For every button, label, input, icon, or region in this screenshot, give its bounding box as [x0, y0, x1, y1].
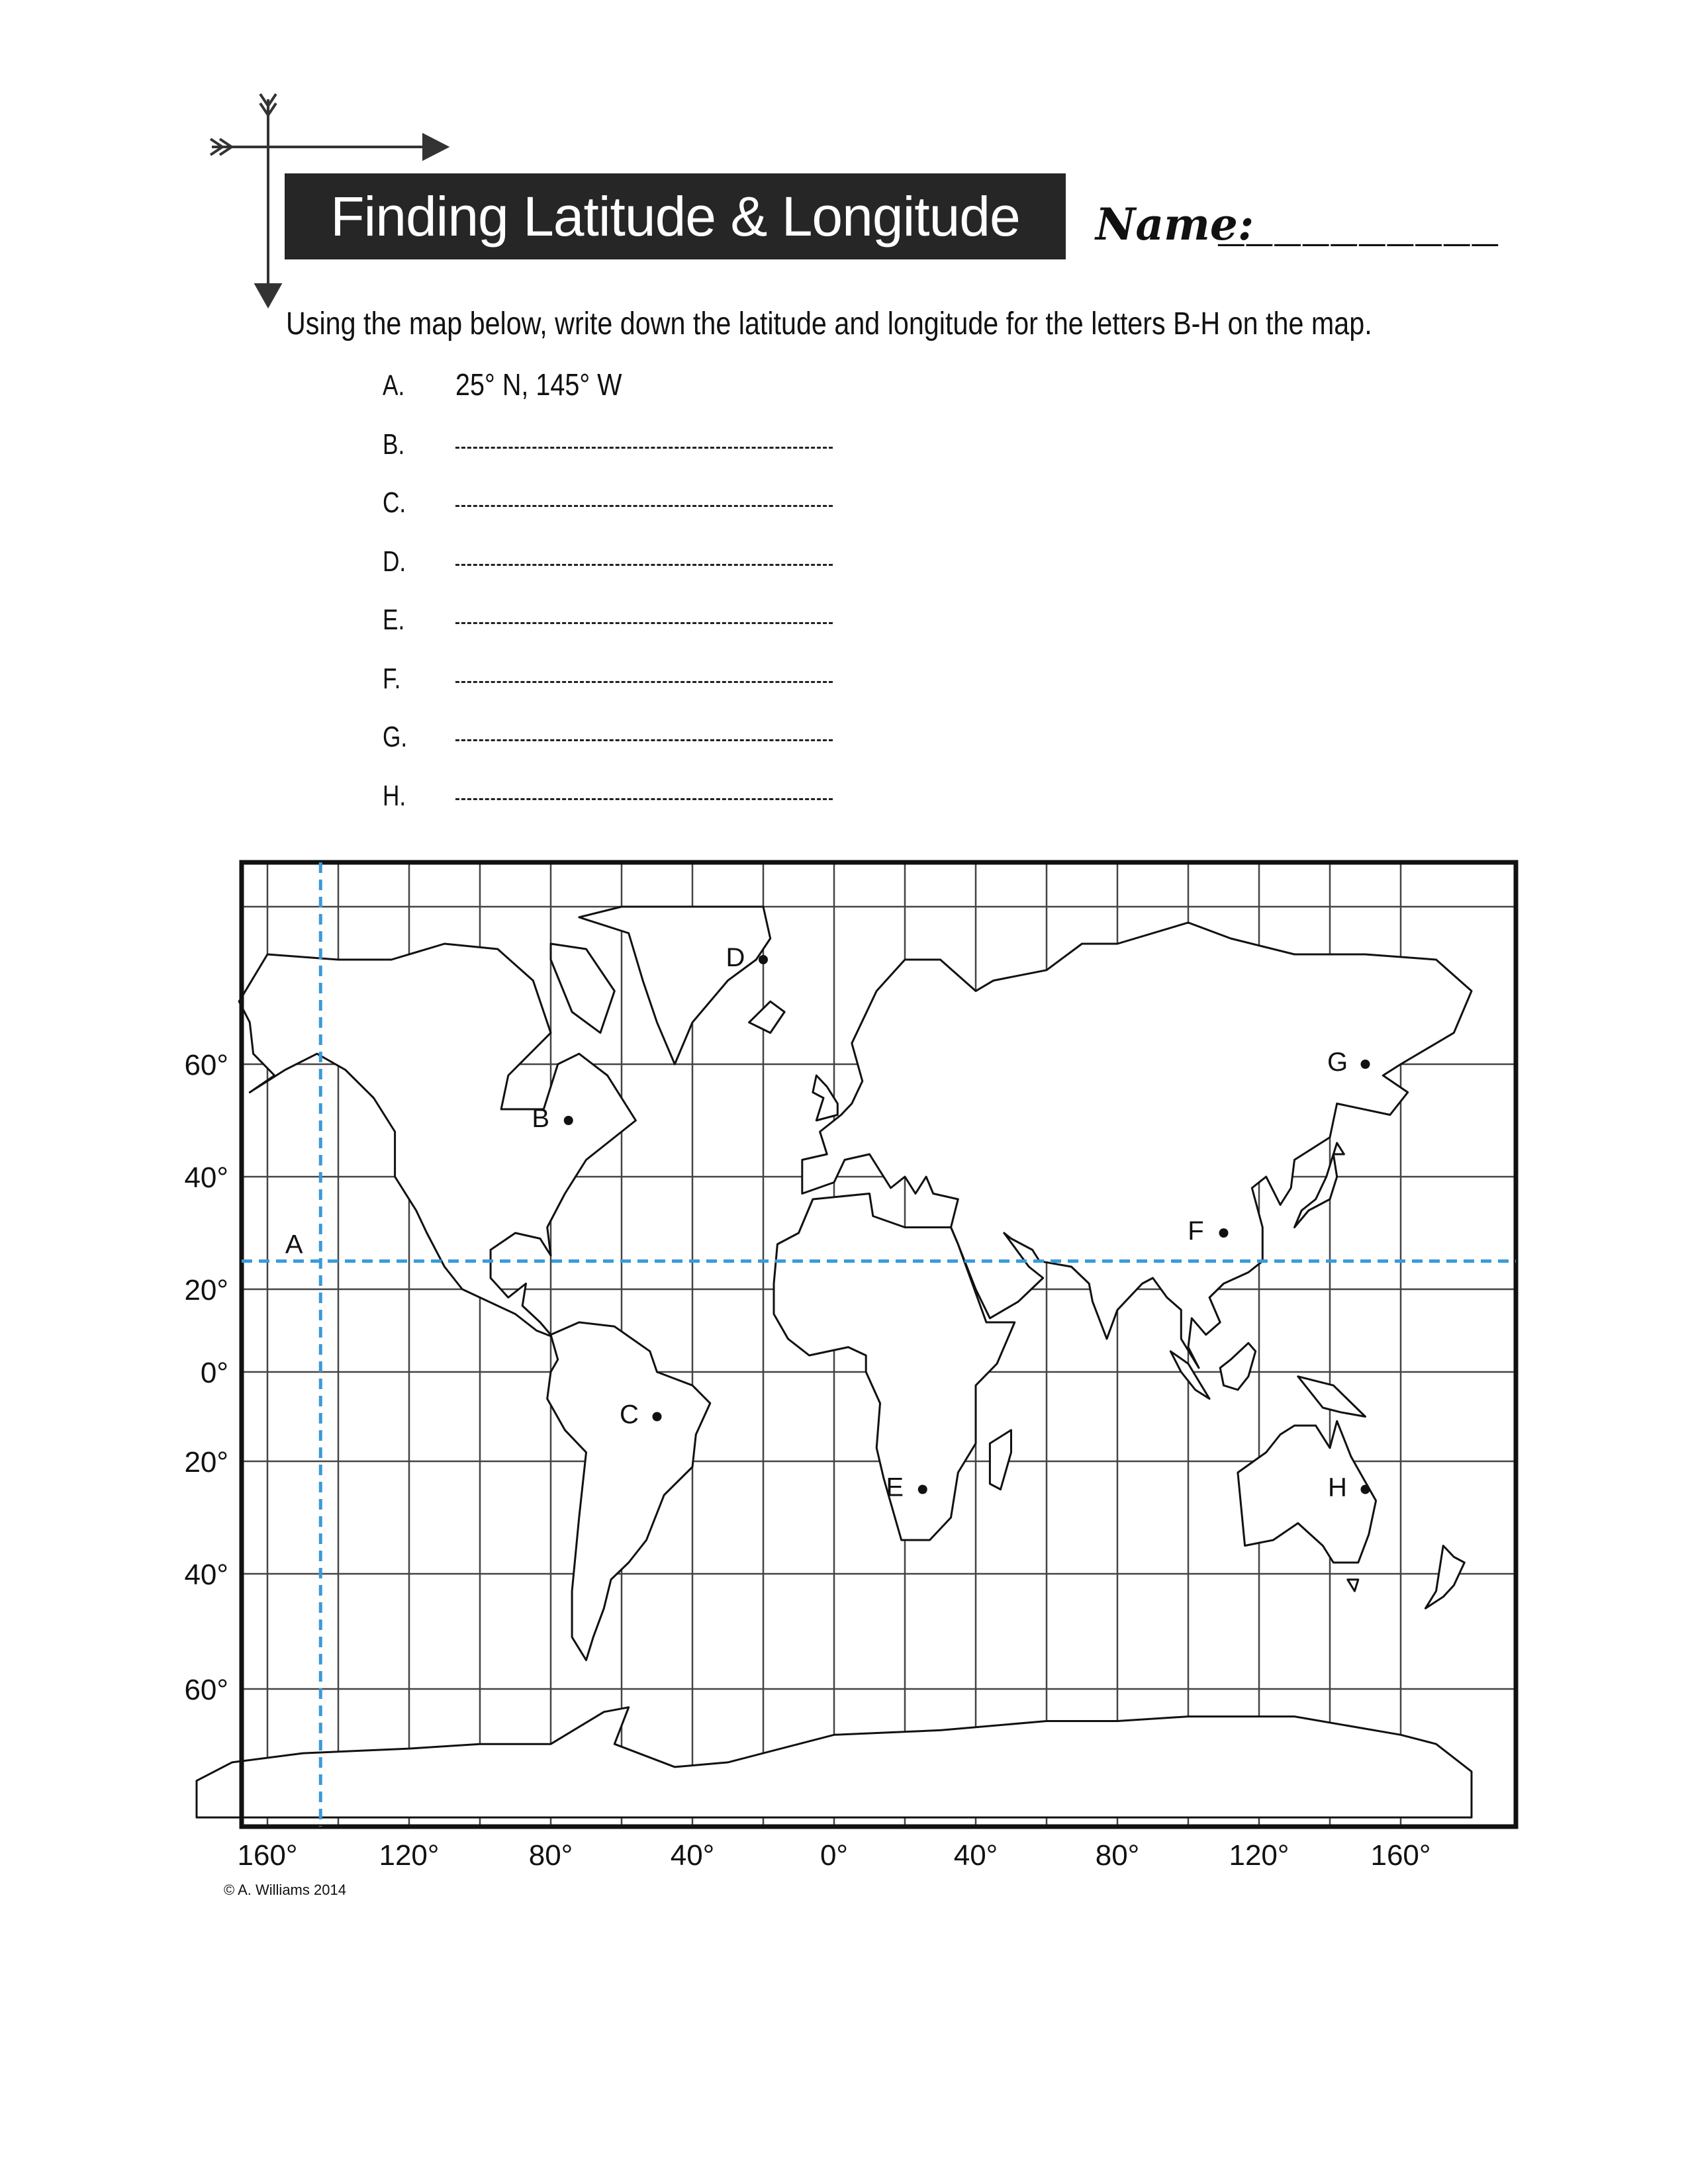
longitude-label: 160° [1370, 1839, 1431, 1872]
marker-dot-d [759, 955, 768, 964]
copyright: © A. Williams 2014 [224, 1882, 346, 1898]
longitude-label: 160° [237, 1839, 298, 1872]
longitude-label: 80° [1095, 1839, 1140, 1872]
latitude-label: 20° [184, 1446, 228, 1479]
marker-label-d: D [726, 943, 745, 972]
longitude-label: 40° [953, 1839, 998, 1872]
question-letter: A. [383, 369, 405, 402]
question-letter: B. [383, 428, 405, 461]
name-field[interactable]: __________ [1218, 205, 1501, 255]
latitude-label: 60° [184, 1674, 228, 1706]
marker-dot-c [653, 1412, 662, 1422]
question-letter: D. [383, 545, 406, 578]
question-letter: G. [383, 721, 408, 753]
landmass-baffin-island [551, 944, 614, 1033]
landmass-new-zealand [1425, 1546, 1464, 1609]
longitude-label: 40° [670, 1839, 715, 1872]
latitude-label: 60° [184, 1049, 228, 1081]
question-letter: F. [383, 662, 401, 695]
latitude-label: 40° [184, 1161, 228, 1194]
longitude-label: 0° [820, 1839, 849, 1872]
landmass-sumatra [1170, 1351, 1209, 1399]
name-label: Name: [1096, 199, 1254, 250]
marker-dot-f [1219, 1228, 1229, 1238]
landmass-new-guinea [1298, 1377, 1366, 1417]
marker-dot-b [564, 1116, 573, 1125]
question-letter: H. [383, 780, 406, 812]
latitude-label: 20° [184, 1274, 228, 1306]
marker-dot-g [1361, 1060, 1370, 1069]
longitude-label: 120° [379, 1839, 440, 1872]
marker-label-g: G [1327, 1048, 1348, 1077]
marker-label-e: E [886, 1473, 904, 1502]
latitude-label: 0° [200, 1357, 228, 1389]
marker-dot-e [918, 1485, 927, 1494]
marker-label-c: C [620, 1400, 639, 1430]
landmass-tasmania [1348, 1580, 1358, 1591]
marker-label-f: F [1188, 1216, 1204, 1246]
marker-label-h: H [1328, 1473, 1347, 1502]
marker-dot-h [1361, 1485, 1370, 1494]
question-answer: 25° N, 145° W [455, 367, 622, 402]
latitude-label: 40° [184, 1559, 228, 1591]
landmass-south-america [547, 1322, 710, 1661]
landmass-iceland [749, 1001, 785, 1032]
question-letter: C. [383, 486, 406, 519]
landmass-borneo [1220, 1343, 1256, 1390]
marker-label-b: B [532, 1104, 550, 1133]
longitude-label: 120° [1229, 1839, 1289, 1872]
marker-label-a: A [285, 1230, 303, 1259]
question-letter: E. [383, 604, 405, 636]
landmass-madagascar [990, 1430, 1011, 1490]
longitude-label: 80° [528, 1839, 573, 1872]
instructions: Using the map below, write down the latitude and longitude for the letters B-H on the map. [286, 306, 1372, 341]
page-title: Finding Latitude & Longitude [330, 185, 1020, 248]
